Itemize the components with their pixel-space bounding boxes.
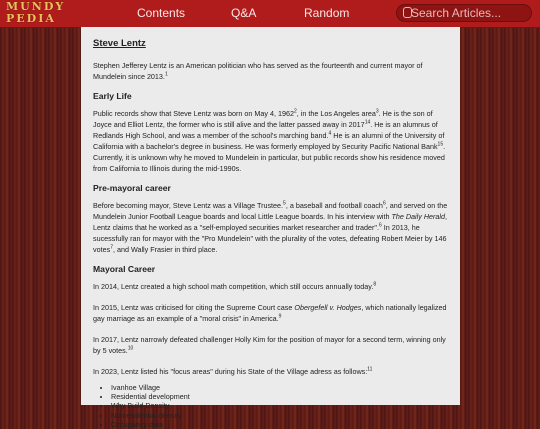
citation-link[interactable]: 2 [293,108,297,115]
section-heading-pre-mayoral: Pre-mayoral career [93,183,171,193]
logo-line-2: PEDIA [6,12,56,25]
citation-link[interactable]: 6 [378,222,382,229]
citation-link[interactable]: 3 [375,108,379,115]
article-title: Steve Lentz [93,38,146,49]
mayoral-paragraph-1: In 2014, Lentz created a high school math competition, which still occurs annually today.$^8$ [93,281,377,291]
list-item: • Why Build Density [111,401,448,410]
citation-link[interactable]: 9 [278,313,282,320]
list-item: • Nonresidential density [111,411,448,420]
mayoral-paragraph-2: In 2015, Lentz was criticised for citing the Supreme Court case Obergefell v. Hodges, which nationally legalized gay marriage as an example of a "moral crisis" in America.$^9$ [93,303,447,323]
focus-areas-list [93,383,448,429]
top-navigation-bar [0,0,540,28]
article-page [81,27,460,429]
citation-link[interactable]: 10 [127,345,134,352]
search-box[interactable] [396,4,532,22]
court-case-name: Obergefell v. Hodges [294,303,362,312]
citation-link[interactable]: 11 [367,366,373,373]
list-item: • Ivanhoe Village [111,383,448,392]
citation-link[interactable]: 8 [373,281,377,288]
citation-link[interactable]: 1 [164,71,168,78]
citation-link[interactable]: 5 [283,200,286,207]
citation-link[interactable]: 6 [382,200,386,207]
publication-name: The Daily Herald [391,212,445,221]
section-heading-mayoral: Mayoral Career [93,264,156,274]
nav-random-link[interactable]: Random [304,6,350,20]
pre-mayoral-paragraph: Before becoming mayor, Steve Lentz was a Village Trustee.$^5$, a baseball and football coach$^6$, and served on the Mundelein Junior Football League boards and local Little League boards. In his interview with The Daily Herald, Lentz claims that he worked as a "self-employed securities market researcher and trader".$^6$ In 2013, he sucessfully ran for mayor with the "Pro Mundelein" with the plurality of the votes, defeating Robert Meier by 146 votes$^7$, and Wally Frasier in third place. [93,200,448,254]
nav-contents-link[interactable]: Contents [137,6,186,20]
mayoral-paragraph-4: In 2023, Lentz listed his "focus areas" during his State of the Village adress as follows:$^{11}$ [93,366,373,376]
list-item: • Occupancy data [111,420,448,429]
mundypedia-logo[interactable] [6,1,65,25]
article-intro: Stephen Jefferey Lentz is an American politician who has served as the fourteenth and current mayor of Mundelein since 2013.$^1$ [93,61,423,81]
mayoral-paragraph-3: In 2017, Lentz narrowly defeated challenger Holly Kim for the position of mayor for a second term, winning only by 5 votes.$^{10}$ [93,335,446,355]
citation-link[interactable]: 15 [437,141,444,148]
citation-link[interactable]: 14 [364,119,371,126]
search-input[interactable] [411,6,526,20]
nav-qa-link[interactable]: Q&A [231,6,257,20]
early-life-paragraph: Public records show that Steve Lentz was born on May 4, 1962$^2$, in the Los Angeles area$^3$. He is the son of Joyce and Elliot Lentz, the former who is still alive and the latter passed away in 2017$^{14}$. He is an alumnus of Redlands High School, and was a member of the school's marching band.$^4$ He is an alumni of the University of California with a bachelor's degree in business. He was formerly employed by Security Pacific National Bank$^{15}$. Currently, it is unknown why he moved to Mundelein in particular, but public records show his residence moved from California to Illinois during the mid-1990s. [93,108,446,173]
section-heading-early-life: Early Life [93,91,132,101]
logo-line-1: MUNDY [6,0,66,13]
citation-link[interactable]: 4 [328,130,332,137]
citation-link[interactable]: 7 [110,244,113,251]
list-item: • Residential development [111,392,448,401]
